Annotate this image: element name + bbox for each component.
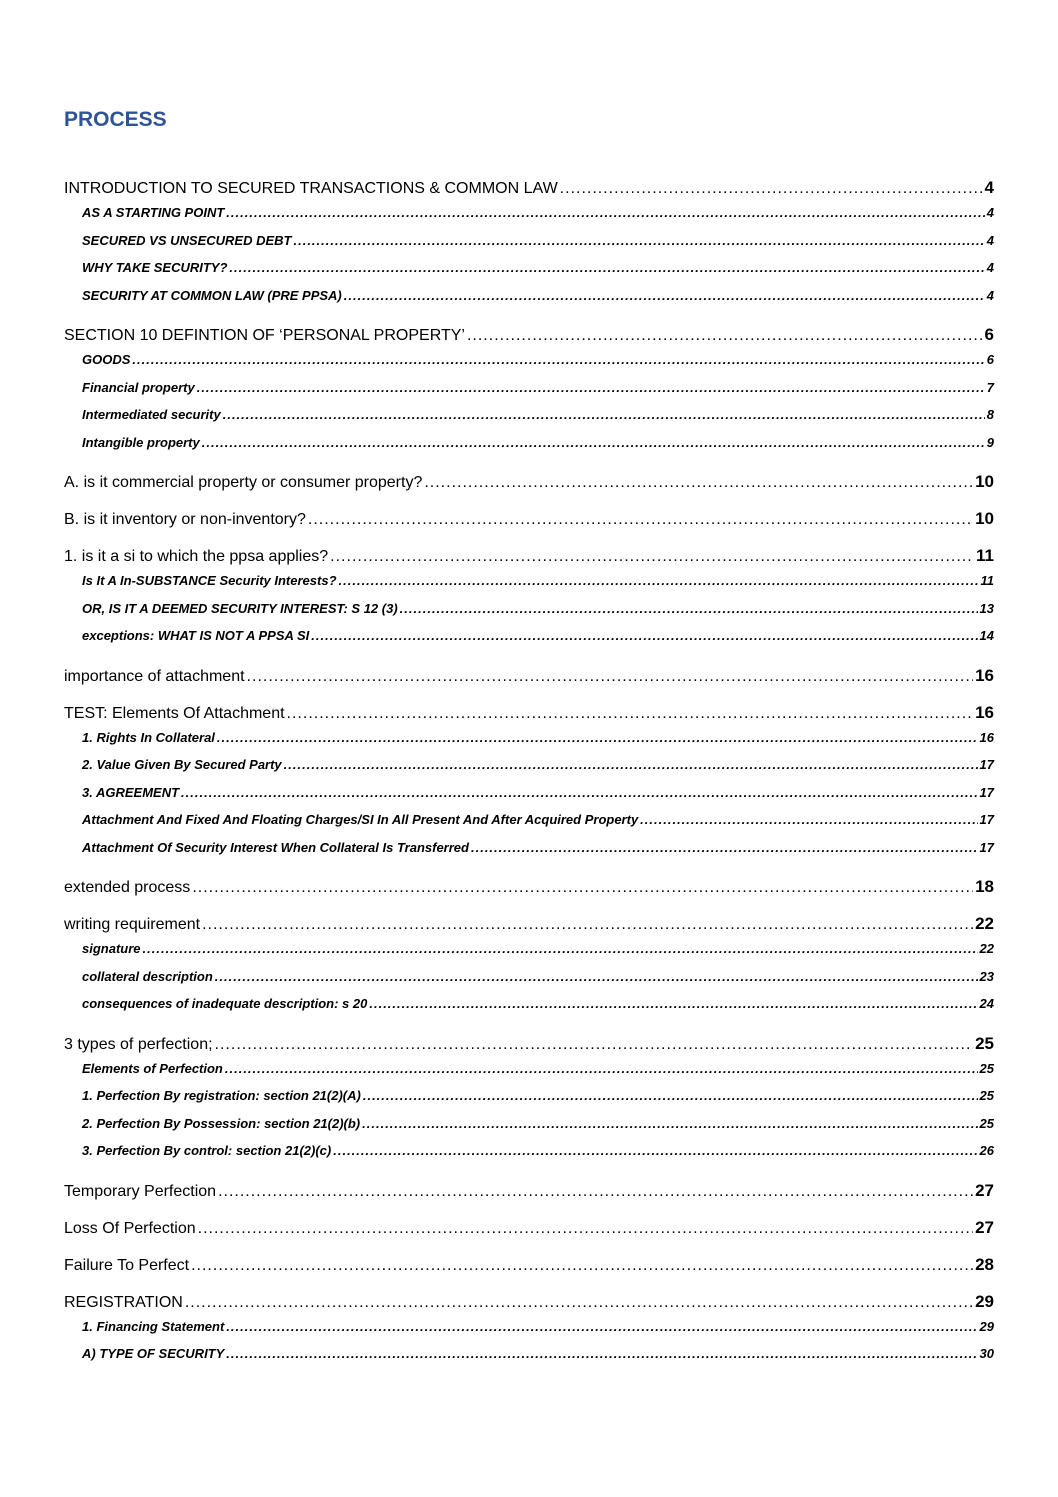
toc-entry-title: GOODS: [82, 352, 131, 367]
toc-entry[interactable]: [64, 546, 994, 573]
toc-page-number: 6: [986, 352, 994, 367]
dot-leader: [226, 1319, 977, 1334]
toc-heading: PROCESS: [64, 108, 167, 131]
toc-entry[interactable]: [64, 325, 994, 352]
toc-entry[interactable]: [64, 1181, 994, 1208]
toc-subentry[interactable]: [64, 233, 994, 261]
dot-leader: [363, 1088, 978, 1103]
dot-leader: [215, 969, 978, 984]
toc-entry[interactable]: [64, 1034, 994, 1061]
toc-page-number: 11: [980, 573, 994, 588]
dot-leader: [339, 573, 979, 588]
toc-page-number: 16: [975, 665, 994, 685]
toc-entry-title: SECTION 10 DEFINTION OF ‘PERSONAL PROPERTY’: [64, 327, 465, 344]
dot-leader: [247, 668, 974, 686]
toc-subentry[interactable]: [64, 407, 994, 435]
toc-subentry[interactable]: [64, 969, 994, 997]
toc-subentry[interactable]: [64, 380, 994, 408]
toc-subentry[interactable]: [64, 1088, 994, 1116]
dot-leader: [333, 1143, 977, 1158]
dot-leader: [467, 327, 983, 345]
toc-entry[interactable]: [64, 1255, 994, 1282]
toc-page-number: 29: [975, 1291, 994, 1311]
toc-page-number: 10: [975, 472, 994, 491]
toc-subentry[interactable]: [64, 757, 994, 785]
toc-entry-title: 2. Perfection By Possession: section 21(2)(b): [82, 1115, 361, 1131]
toc-entry-title: collateral description: [82, 968, 213, 984]
dot-leader: [229, 260, 984, 275]
toc-entry-title: Attachment And Fixed And Floating Charges/SI In All Present And After Acquired Property: [82, 812, 639, 827]
toc-page-number: 14: [979, 628, 994, 643]
toc-subentry[interactable]: [64, 1346, 994, 1374]
toc-entry-title: writing requirement: [64, 916, 201, 933]
toc-page-number: 6: [984, 325, 994, 344]
dot-leader: [284, 757, 978, 772]
toc-page-number: 22: [975, 914, 994, 933]
toc-entry-title: A) TYPE OF SECURITY: [82, 1346, 225, 1361]
toc-entry-title: REGISTRATION: [64, 1293, 183, 1311]
dot-leader: [226, 1346, 977, 1361]
toc-page-number: 29: [979, 1318, 994, 1334]
toc-entry-title: consequences of inadequate description: s 20: [82, 996, 368, 1011]
toc-entry-title: exceptions: WHAT IS NOT A PPSA SI: [82, 628, 310, 643]
toc-entry-title: extended process: [64, 879, 191, 896]
toc-page-number: 10: [975, 509, 994, 528]
toc-page-number: 13: [979, 600, 994, 616]
dot-leader: [330, 548, 974, 566]
toc-entry-title: Attachment Of Security Interest When Collateral Is Transferred: [82, 839, 469, 855]
toc-page-number: 4: [986, 260, 994, 275]
toc-page-number: 9: [986, 434, 994, 450]
dot-leader: [191, 1257, 973, 1275]
toc-subentry[interactable]: [64, 628, 994, 656]
toc-entry-title: 1. Financing Statement: [82, 1318, 225, 1334]
dot-leader: [424, 474, 973, 492]
toc-page-number: 11: [976, 546, 994, 565]
toc-page-number: 25: [979, 1060, 994, 1076]
dot-leader: [344, 288, 985, 303]
toc-entry-title: importance of attachment: [64, 667, 245, 685]
toc-page-number: 18: [975, 877, 994, 896]
dot-leader: [308, 511, 973, 529]
dot-leader: [202, 435, 985, 450]
toc-entry-title: TEST: Elements Of Attachment: [64, 704, 285, 722]
toc-entry-title: 3. Perfection By control: section 21(2)(c): [82, 1143, 332, 1158]
toc-entry[interactable]: [64, 509, 994, 536]
toc-subentry[interactable]: [64, 435, 994, 463]
toc-subentry[interactable]: [64, 840, 994, 868]
toc-entry-title: SECURITY AT COMMON LAW (PRE PPSA): [82, 287, 342, 303]
dot-leader: [197, 380, 985, 395]
toc-page-number: 27: [975, 1180, 994, 1200]
toc-page-number: 25: [975, 1033, 994, 1053]
toc-page-number: 4: [986, 205, 994, 220]
toc-page-number: 25: [979, 1115, 994, 1131]
toc-entry-title: Financial property: [82, 379, 195, 395]
toc-entry[interactable]: [64, 178, 994, 205]
toc-entry-title: signature: [82, 941, 141, 956]
dot-leader: [293, 233, 984, 248]
toc-entry-title: 3 types of perfection;: [64, 1035, 213, 1053]
toc-entry-title: OR, IS IT A DEEMED SECURITY INTEREST: S 12 (3): [82, 600, 398, 616]
toc-page-number: 16: [975, 702, 994, 722]
toc-subentry[interactable]: [64, 288, 994, 316]
toc-page-number: 4: [986, 287, 994, 303]
dot-leader: [560, 180, 983, 198]
toc-entry-title: 2. Value Given By Secured Party: [82, 757, 282, 772]
dot-leader: [311, 628, 977, 643]
toc-page-number: 17: [979, 839, 994, 855]
dot-leader: [185, 1294, 973, 1312]
toc-entry-title: 1. is it a si to which the ppsa applies?: [64, 548, 329, 565]
toc-entry-title: B. is it inventory or non-inventory?: [64, 511, 306, 528]
toc-page-number: 16: [979, 729, 994, 745]
toc-entry-title: 1. Perfection By registration: section 21(2)(A): [82, 1088, 361, 1103]
toc-page-number: 17: [979, 812, 994, 827]
toc-subentry[interactable]: [64, 260, 994, 288]
toc-page-number: 8: [986, 407, 994, 422]
toc-subentry[interactable]: [64, 1319, 994, 1347]
toc-page-number: 27: [975, 1217, 994, 1237]
toc-entry-title: Temporary Perfection: [64, 1182, 217, 1200]
dot-leader: [362, 1116, 977, 1131]
toc-page-number: 7: [986, 379, 994, 395]
toc-page-number: 17: [979, 784, 994, 800]
toc-entry[interactable]: [64, 666, 994, 693]
toc-page-number: 22: [979, 941, 994, 956]
dot-leader: [287, 705, 974, 723]
toc-subentry[interactable]: [64, 996, 994, 1024]
toc-entry[interactable]: [64, 1292, 994, 1319]
dot-leader: [215, 1036, 974, 1054]
toc-entry-title: A. is it commercial property or consumer property?: [64, 474, 423, 491]
dot-leader: [217, 730, 978, 745]
toc-entry-title: 3. AGREEMENT: [82, 784, 180, 800]
toc-entry-title: Failure To Perfect: [64, 1256, 190, 1274]
dot-leader: [223, 407, 985, 422]
toc-entry[interactable]: [64, 703, 994, 730]
dot-leader: [202, 916, 973, 934]
dot-leader: [132, 352, 984, 367]
toc-entry[interactable]: [64, 914, 994, 941]
dot-leader: [226, 205, 984, 220]
toc-subentry[interactable]: [64, 601, 994, 629]
toc-entry-title: AS A STARTING POINT: [82, 205, 225, 220]
toc-subentry[interactable]: [64, 941, 994, 969]
dot-leader: [192, 879, 973, 897]
dot-leader: [225, 1061, 978, 1076]
dot-leader: [181, 785, 978, 800]
toc-subentry[interactable]: [64, 785, 994, 813]
toc-page-number: 24: [979, 996, 994, 1011]
toc-page-number: 23: [979, 968, 994, 984]
dot-leader: [218, 1183, 973, 1201]
toc-page-number: 17: [979, 757, 994, 772]
toc-entry-title: Is It A In-SUBSTANCE Security Interests?: [82, 573, 337, 588]
toc-subentry[interactable]: [64, 1061, 994, 1089]
toc-page-number: 25: [979, 1088, 994, 1103]
toc-entry-title: Loss Of Perfection: [64, 1219, 196, 1237]
toc-subentry[interactable]: [64, 1116, 994, 1144]
toc-subentry[interactable]: [64, 573, 994, 601]
toc-entry[interactable]: [64, 472, 994, 499]
dot-leader: [400, 601, 978, 616]
toc-entry-title: Elements of Perfection: [82, 1060, 223, 1076]
toc-subentry[interactable]: [64, 352, 994, 380]
dot-leader: [471, 840, 978, 855]
toc-entry-title: Intermediated security: [82, 407, 221, 422]
toc-page-number: 4: [984, 178, 994, 197]
toc-entry[interactable]: [64, 1218, 994, 1245]
dot-leader: [198, 1220, 973, 1238]
toc-page-number: 28: [975, 1254, 994, 1274]
toc-entry-title: SECURED VS UNSECURED DEBT: [82, 232, 292, 248]
toc-page-number: 4: [986, 232, 994, 248]
toc-subentry[interactable]: [64, 730, 994, 758]
dot-leader: [143, 941, 978, 956]
dot-leader: [640, 812, 977, 827]
dot-leader: [369, 996, 977, 1011]
toc-entry-title: 1. Rights In Collateral: [82, 729, 215, 745]
toc-entry[interactable]: [64, 877, 994, 904]
toc-entry-title: Intangible property: [82, 434, 200, 450]
toc-page-number: 30: [979, 1346, 994, 1361]
toc-entry-title: WHY TAKE SECURITY?: [82, 260, 228, 275]
toc-entry-title: INTRODUCTION TO SECURED TRANSACTIONS & COMMON LAW: [64, 180, 558, 197]
toc-subentry[interactable]: [64, 1143, 994, 1171]
toc-subentry[interactable]: [64, 205, 994, 233]
table-of-contents: [64, 178, 994, 1374]
toc-page-number: 26: [979, 1143, 994, 1158]
toc-subentry[interactable]: [64, 812, 994, 840]
